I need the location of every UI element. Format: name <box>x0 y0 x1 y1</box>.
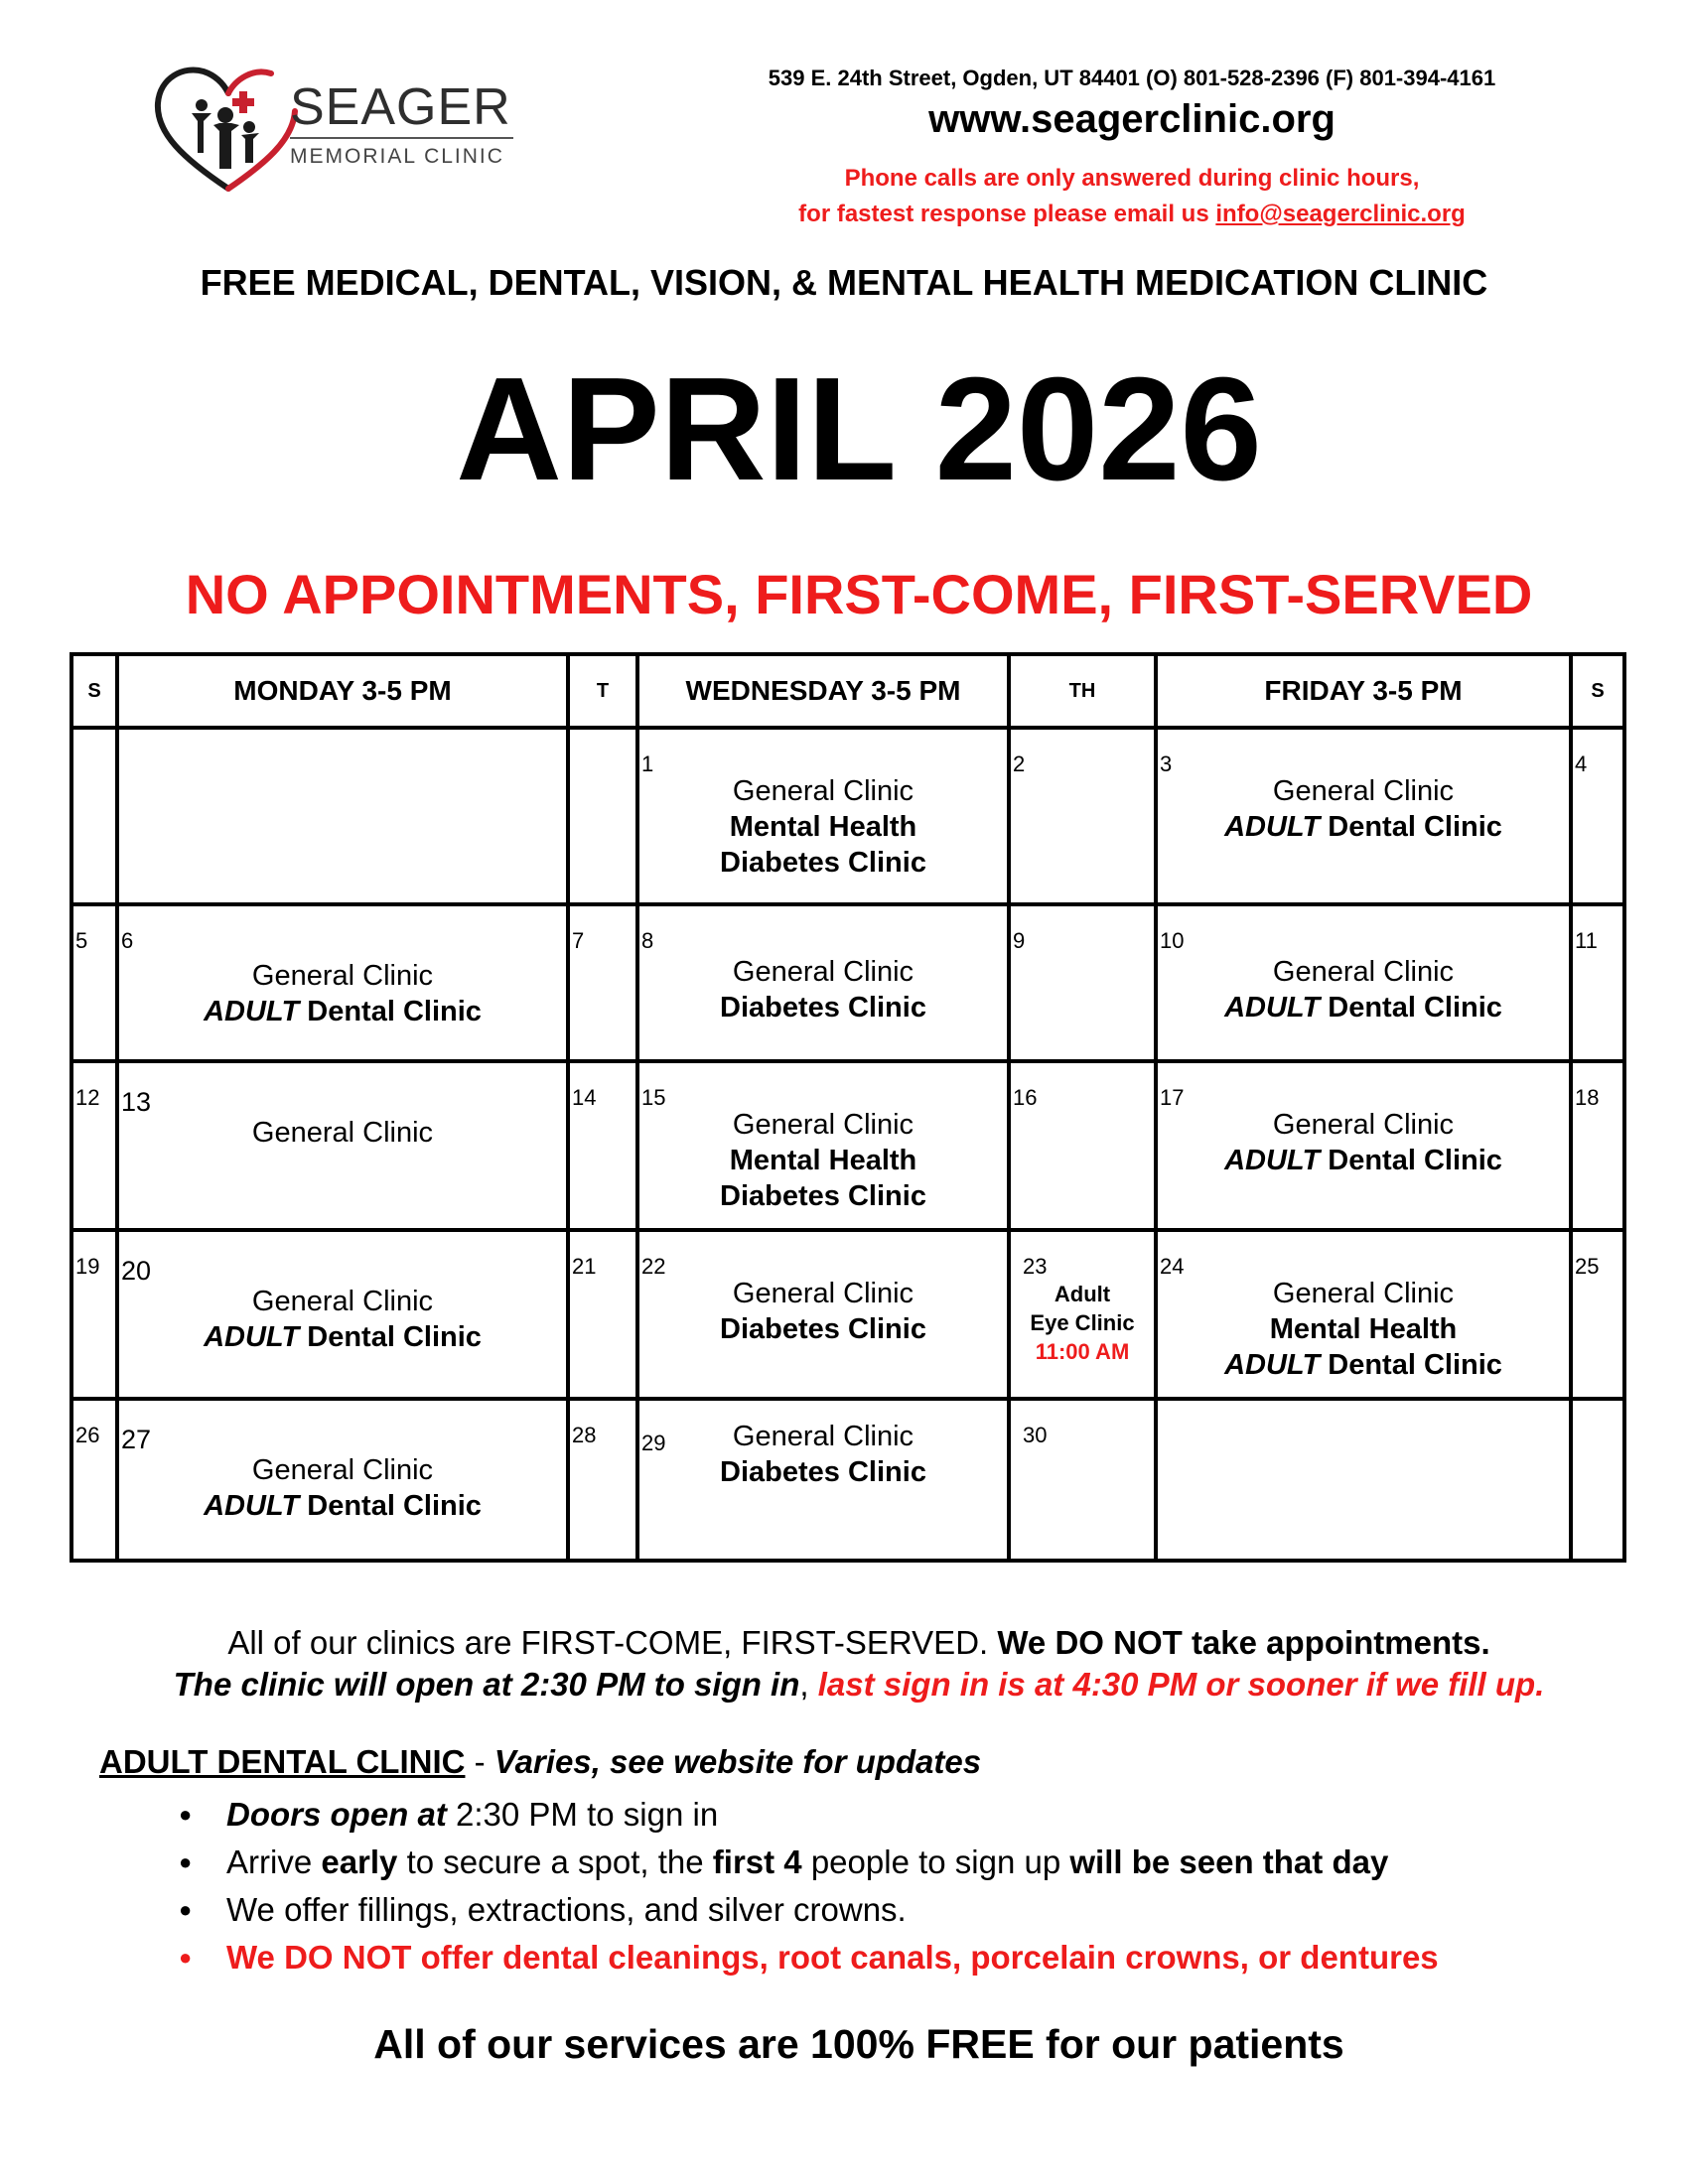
walk-in-policy <box>0 1622 1688 1706</box>
day-number: 18 <box>1575 1085 1600 1110</box>
adult-label: ADULT <box>1224 811 1321 843</box>
day-events <box>119 1452 566 1524</box>
day-events <box>1158 954 1569 1025</box>
day-cell-empty <box>117 728 568 904</box>
day-number: 11 <box>1575 928 1598 953</box>
day-events <box>639 773 1007 881</box>
day-number: 6 <box>121 928 134 953</box>
day-cell-7 <box>568 904 637 1061</box>
day-events <box>119 958 566 1029</box>
header-tuesday: T <box>568 654 637 728</box>
day-cell-28 <box>568 1399 637 1561</box>
calendar-week <box>71 904 1624 1061</box>
logo-wordmark <box>290 79 513 169</box>
day-number: 21 <box>572 1254 597 1279</box>
adult-label: ADULT <box>204 1490 300 1522</box>
event-adult-dental-clinic <box>1158 809 1569 845</box>
day-cell-6 <box>117 904 568 1061</box>
rule-doors-time: 2:30 PM to sign in <box>446 1796 719 1833</box>
calendar-week <box>71 1061 1624 1230</box>
day-events <box>639 954 1007 1025</box>
day-cell-empty <box>71 728 117 904</box>
event-general-clinic: General Clinic <box>732 1421 914 1452</box>
day-number: 16 <box>1013 1085 1038 1110</box>
day-cell-25 <box>1571 1230 1624 1399</box>
list-item <box>179 1839 1439 1886</box>
day-cell-3 <box>1156 728 1571 904</box>
event-adult-dental-clinic <box>1158 1143 1569 1178</box>
day-events <box>639 1276 1007 1347</box>
adult-label: ADULT <box>1224 1349 1321 1381</box>
rule-text: Arrive <box>226 1843 322 1880</box>
eye-clinic-label-1: Adult <box>1054 1282 1111 1306</box>
day-events <box>119 1115 566 1151</box>
event-adult-dental-clinic <box>119 994 566 1029</box>
day-cell-24 <box>1156 1230 1571 1399</box>
day-number: 28 <box>572 1423 597 1447</box>
day-number: 27 <box>121 1425 152 1454</box>
phone-note-text: for fastest response please email us <box>798 201 1216 227</box>
dental-separator: - <box>465 1743 494 1780</box>
day-events <box>1158 1107 1569 1178</box>
event-diabetes-clinic: Diabetes Clinic <box>720 1180 926 1212</box>
header-sunday: S <box>71 654 117 728</box>
day-number: 17 <box>1160 1085 1185 1110</box>
day-number: 4 <box>1575 751 1588 776</box>
dental-heading: ADULT DENTAL CLINIC <box>99 1743 466 1780</box>
policy-open-time: The clinic will open at 2:30 PM to sign in <box>173 1666 800 1703</box>
heart-logo-icon <box>154 62 303 196</box>
event-adult-dental-clinic <box>119 1488 566 1524</box>
dental-note: Varies, see website for updates <box>493 1743 982 1780</box>
event-general-clinic: General Clinic <box>1272 956 1455 988</box>
logo-name: SEAGER <box>290 78 511 136</box>
dental-label: Dental Clinic <box>1320 1349 1502 1381</box>
phone-note <box>695 161 1569 232</box>
rule-emphasis: first 4 <box>712 1843 802 1880</box>
day-cell-4 <box>1571 728 1624 904</box>
clinic-tagline: FREE MEDICAL, DENTAL, VISION, & MENTAL HEALTH MEDICATION CLINIC <box>200 262 1488 303</box>
eye-clinic-event <box>1011 1280 1154 1366</box>
event-general-clinic: General Clinic <box>732 956 914 988</box>
calendar-week <box>71 728 1624 904</box>
adult-label: ADULT <box>204 996 300 1027</box>
medical-cross-icon <box>232 91 254 113</box>
calendar-header-row <box>71 654 1624 728</box>
day-number: 2 <box>1013 751 1026 776</box>
header-friday: FRIDAY 3-5 PM <box>1156 654 1571 728</box>
dental-label: Dental Clinic <box>1320 992 1502 1024</box>
adult-label: ADULT <box>204 1321 300 1353</box>
day-number: 8 <box>641 928 654 953</box>
day-cell-20 <box>117 1230 568 1399</box>
policy-separator: , <box>799 1666 818 1703</box>
dental-label: Dental Clinic <box>1320 1145 1502 1176</box>
logo-subtitle: MEMORIAL CLINIC <box>290 145 504 168</box>
dental-label: Dental Clinic <box>299 1321 482 1353</box>
day-number: 22 <box>641 1254 666 1279</box>
event-adult-dental-clinic <box>1158 990 1569 1025</box>
event-mental-health: Mental Health <box>729 1145 917 1176</box>
day-number: 10 <box>1160 928 1185 953</box>
rule-doors: Doors open at <box>226 1796 447 1833</box>
day-cell-10 <box>1156 904 1571 1061</box>
event-general-clinic: General Clinic <box>1272 1278 1455 1309</box>
day-number: 1 <box>641 751 654 776</box>
header-wednesday: WEDNESDAY 3-5 PM <box>637 654 1009 728</box>
phone-note-line-2 <box>695 197 1569 232</box>
event-general-clinic: General Clinic <box>1272 1109 1455 1141</box>
rule-text: people to sign up <box>801 1843 1070 1880</box>
event-diabetes-clinic: Diabetes Clinic <box>720 1313 926 1345</box>
month-title: APRIL 2026 <box>456 347 1262 511</box>
event-mental-health: Mental Health <box>1269 1313 1458 1345</box>
event-adult-dental-clinic <box>1158 1347 1569 1383</box>
calendar-table <box>70 652 1626 1563</box>
day-events <box>119 1284 566 1355</box>
day-number: 23 <box>1023 1254 1048 1279</box>
day-cell-19 <box>71 1230 117 1399</box>
day-cell-empty <box>1156 1399 1571 1561</box>
calendar-week <box>71 1230 1624 1399</box>
day-number: 20 <box>121 1256 152 1286</box>
day-number: 13 <box>121 1087 152 1117</box>
policy-line-1 <box>0 1622 1688 1664</box>
day-cell-15 <box>637 1061 1009 1230</box>
day-cell-17 <box>1156 1061 1571 1230</box>
day-cell-empty <box>568 728 637 904</box>
day-events <box>639 1419 1007 1490</box>
event-general-clinic: General Clinic <box>251 1117 434 1149</box>
day-events <box>1158 773 1569 845</box>
no-appointments-banner: NO APPOINTMENTS, FIRST-COME, FIRST-SERVED <box>185 563 1533 625</box>
event-general-clinic: General Clinic <box>732 775 914 807</box>
event-general-clinic: General Clinic <box>732 1278 914 1309</box>
day-cell-8 <box>637 904 1009 1061</box>
family-icon <box>192 99 259 169</box>
policy-no-appointments: We DO NOT take appointments. <box>997 1624 1490 1661</box>
dental-label: Dental Clinic <box>299 996 482 1027</box>
day-cell-18 <box>1571 1061 1624 1230</box>
website-link[interactable]: www.seagerclinic.org <box>928 97 1336 141</box>
day-number: 29 <box>641 1431 666 1455</box>
day-cell-23 <box>1009 1230 1156 1399</box>
day-cell-12 <box>71 1061 117 1230</box>
policy-text: All of our clinics are FIRST-COME, FIRST-SERVED. <box>227 1624 998 1661</box>
dental-label: Dental Clinic <box>1320 811 1502 843</box>
day-cell-14 <box>568 1061 637 1230</box>
day-cell-16 <box>1009 1061 1156 1230</box>
day-events <box>639 1107 1007 1214</box>
list-item: ● We DO NOT offer dental cleanings, root canals, porcelain crowns, or dentures <box>179 1934 1439 1981</box>
day-cell-21 <box>568 1230 637 1399</box>
day-number: 24 <box>1160 1254 1185 1279</box>
day-cell-2 <box>1009 728 1156 904</box>
day-cell-30 <box>1009 1399 1156 1561</box>
event-adult-dental-clinic <box>119 1319 566 1355</box>
day-number: 15 <box>641 1085 666 1110</box>
adult-label: ADULT <box>1224 1145 1321 1176</box>
day-number: 19 <box>75 1254 100 1279</box>
day-cell-27 <box>117 1399 568 1561</box>
policy-last-sign-in: last sign in is at 4:30 PM or sooner if we fill up. <box>817 1666 1545 1703</box>
free-services-statement: All of our services are 100% FREE for our patients <box>373 2021 1344 2067</box>
calendar-week <box>71 1399 1624 1561</box>
event-mental-health: Mental Health <box>729 811 917 843</box>
day-cell-1 <box>637 728 1009 904</box>
header-saturday: S <box>1571 654 1624 728</box>
event-general-clinic: General Clinic <box>251 1286 434 1317</box>
event-general-clinic: General Clinic <box>251 1454 434 1486</box>
header-thursday: TH <box>1009 654 1156 728</box>
dental-rules-list <box>179 1791 1439 1981</box>
day-cell-29 <box>637 1399 1009 1561</box>
day-number: 26 <box>75 1423 100 1447</box>
day-number: 25 <box>1575 1254 1600 1279</box>
dental-section-heading <box>99 1743 981 1781</box>
day-number: 7 <box>572 928 585 953</box>
email-link[interactable]: info@seagerclinic.org <box>1215 201 1466 227</box>
day-number: 5 <box>75 928 88 953</box>
rule-emphasis: early <box>321 1843 398 1880</box>
day-cell-11 <box>1571 904 1624 1061</box>
day-number: 14 <box>572 1085 597 1110</box>
header-monday: MONDAY 3-5 PM <box>117 654 568 728</box>
logo-rule <box>290 137 513 139</box>
day-cell-22 <box>637 1230 1009 1399</box>
list-item: ● We offer fillings, extractions, and silver crowns. <box>179 1886 1439 1934</box>
day-cell-5 <box>71 904 117 1061</box>
list-item <box>179 1791 1439 1839</box>
phone-note-line-1: Phone calls are only answered during clinic hours, <box>844 165 1420 192</box>
event-general-clinic: General Clinic <box>1272 775 1455 807</box>
event-diabetes-clinic: Diabetes Clinic <box>720 1456 926 1488</box>
day-number: 3 <box>1160 751 1173 776</box>
event-general-clinic: General Clinic <box>732 1109 914 1141</box>
day-cell-13 <box>117 1061 568 1230</box>
day-number: 30 <box>1023 1423 1048 1447</box>
day-number: 12 <box>75 1085 100 1110</box>
day-cell-26 <box>71 1399 117 1561</box>
event-diabetes-clinic: Diabetes Clinic <box>720 992 926 1024</box>
rule-text: to secure a spot, the <box>397 1843 713 1880</box>
dental-label: Dental Clinic <box>299 1490 482 1522</box>
day-cell-9 <box>1009 904 1156 1061</box>
eye-clinic-time: 11:00 AM <box>1035 1339 1130 1364</box>
day-number: 9 <box>1013 928 1026 953</box>
eye-clinic-label-2: Eye Clinic <box>1030 1310 1135 1335</box>
day-events <box>1158 1276 1569 1383</box>
rule-emphasis: will be seen that day <box>1069 1843 1389 1880</box>
event-general-clinic: General Clinic <box>251 960 434 992</box>
adult-label: ADULT <box>1224 992 1321 1024</box>
policy-line-2 <box>0 1664 1688 1706</box>
address-line: 539 E. 24th Street, Ogden, UT 84401 (O) 801-528-2396 (F) 801-394-4161 <box>768 66 1496 90</box>
day-cell-empty <box>1571 1399 1624 1561</box>
event-diabetes-clinic: Diabetes Clinic <box>720 847 926 879</box>
